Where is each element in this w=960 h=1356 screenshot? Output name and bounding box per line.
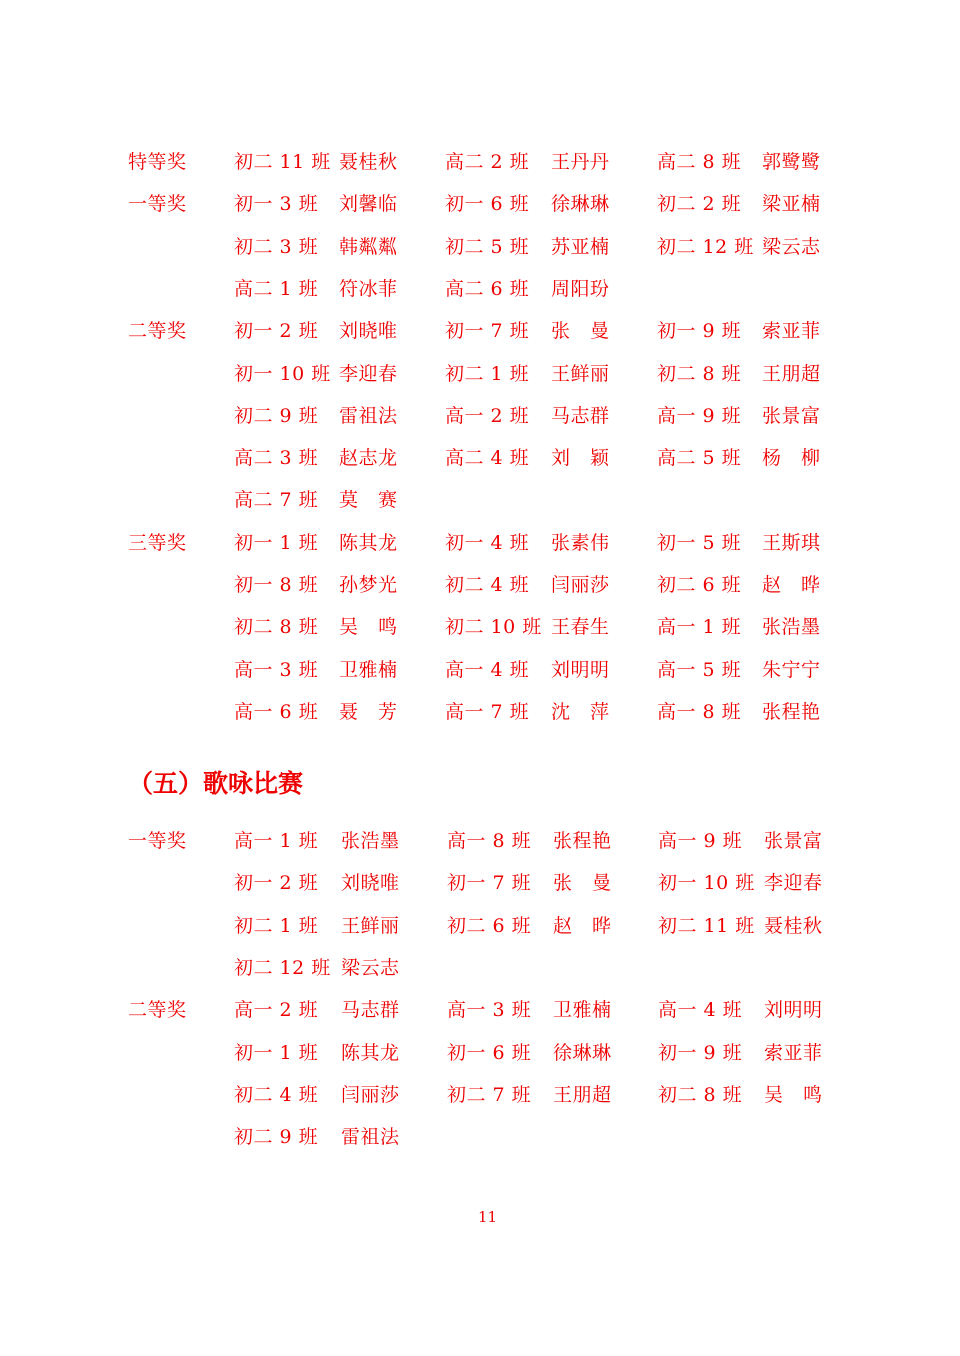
class-name: 初一 10 班 bbox=[234, 362, 331, 385]
award-row bbox=[0, 274, 960, 304]
winner-name: 符冰菲 bbox=[339, 277, 398, 300]
winner-name: 周阳玢 bbox=[551, 277, 610, 300]
winner-name: 梁亚楠 bbox=[762, 193, 821, 216]
winner-name: 张景富 bbox=[762, 404, 821, 427]
class-name: 初二 8 班 bbox=[657, 362, 742, 385]
class-name: 高一 3 班 bbox=[234, 658, 319, 681]
award-row bbox=[0, 868, 960, 898]
winner-name: 徐琳琳 bbox=[553, 1041, 612, 1064]
class-name: 初二 10 班 bbox=[445, 616, 542, 639]
class-name: 初二 6 班 bbox=[447, 914, 532, 937]
winner-name: 杨 柳 bbox=[762, 447, 821, 470]
award-row bbox=[0, 443, 960, 473]
class-name: 高一 4 班 bbox=[445, 658, 530, 681]
class-name: 高二 5 班 bbox=[657, 447, 742, 470]
winner-name: 张程艳 bbox=[762, 700, 821, 723]
class-name: 高一 8 班 bbox=[657, 700, 742, 723]
winner-name: 刘晓唯 bbox=[339, 320, 398, 343]
class-name: 高一 2 班 bbox=[445, 404, 530, 427]
class-name: 高二 3 班 bbox=[234, 447, 319, 470]
class-name: 高一 1 班 bbox=[234, 830, 319, 852]
class-name: 初一 1 班 bbox=[234, 531, 319, 554]
class-name: 初一 3 班 bbox=[234, 193, 319, 216]
winner-name: 刘晓唯 bbox=[341, 872, 400, 895]
class-name: 初二 4 班 bbox=[445, 574, 530, 596]
winner-name: 梁云志 bbox=[341, 956, 400, 979]
class-name: 高一 9 班 bbox=[658, 830, 743, 852]
award-level: 二等奖 bbox=[128, 320, 187, 343]
class-name: 高二 1 班 bbox=[234, 277, 319, 300]
award-row bbox=[0, 697, 960, 727]
award-row bbox=[0, 359, 960, 389]
class-name: 高一 6 班 bbox=[234, 700, 319, 723]
class-name: 初一 1 班 bbox=[234, 1041, 319, 1064]
winner-name: 王春生 bbox=[551, 616, 610, 639]
class-name: 初二 4 班 bbox=[234, 1083, 319, 1106]
class-name: 初一 8 班 bbox=[234, 574, 319, 596]
winner-name: 闫丽莎 bbox=[551, 574, 610, 596]
winner-name: 聂桂秋 bbox=[764, 914, 823, 937]
winner-name: 聂 芳 bbox=[339, 700, 398, 723]
award-row bbox=[0, 147, 960, 177]
winner-name: 聂桂秋 bbox=[339, 151, 398, 173]
winner-name: 张素伟 bbox=[551, 531, 610, 554]
winner-name: 刘馨临 bbox=[339, 193, 398, 216]
award-row bbox=[0, 189, 960, 219]
winner-name: 索亚菲 bbox=[762, 320, 821, 343]
class-name: 高二 2 班 bbox=[445, 151, 530, 173]
class-name: 初二 8 班 bbox=[234, 616, 319, 639]
winner-name: 陈其龙 bbox=[341, 1041, 400, 1064]
class-name: 初一 7 班 bbox=[445, 320, 530, 343]
award-row bbox=[0, 316, 960, 346]
winner-name: 沈 萍 bbox=[551, 700, 610, 723]
award-row bbox=[0, 570, 960, 600]
class-name: 高一 1 班 bbox=[657, 616, 742, 639]
winner-name: 马志群 bbox=[341, 999, 400, 1022]
winner-name: 张景富 bbox=[764, 830, 823, 852]
winner-name: 刘明明 bbox=[551, 658, 610, 681]
award-row bbox=[0, 1122, 960, 1152]
award-row bbox=[0, 655, 960, 685]
class-name: 初二 8 班 bbox=[658, 1083, 743, 1106]
winner-name: 梁云志 bbox=[762, 235, 821, 258]
winner-name: 雷祖法 bbox=[339, 404, 398, 427]
class-name: 初二 11 班 bbox=[234, 151, 331, 173]
winner-name: 王鲜丽 bbox=[551, 362, 610, 385]
winner-name: 刘明明 bbox=[764, 999, 823, 1022]
class-name: 初二 7 班 bbox=[447, 1083, 532, 1106]
class-name: 初二 12 班 bbox=[234, 956, 331, 979]
winner-name: 王鲜丽 bbox=[341, 914, 400, 937]
class-name: 初二 11 班 bbox=[658, 914, 755, 937]
winner-name: 韩粼粼 bbox=[339, 235, 398, 258]
class-name: 初二 9 班 bbox=[234, 1126, 319, 1149]
winner-name: 王丹丹 bbox=[551, 151, 610, 173]
winner-name: 张程艳 bbox=[553, 830, 612, 852]
class-name: 初一 2 班 bbox=[234, 320, 319, 343]
winner-name: 王斯琪 bbox=[762, 531, 821, 554]
class-name: 初一 6 班 bbox=[447, 1041, 532, 1064]
winner-name: 张 曼 bbox=[553, 872, 612, 895]
class-name: 初一 4 班 bbox=[445, 531, 530, 554]
winner-name: 吴 鸣 bbox=[339, 616, 398, 639]
award-level: 一等奖 bbox=[128, 830, 187, 852]
class-name: 初二 5 班 bbox=[445, 235, 530, 258]
class-name: 初二 3 班 bbox=[234, 235, 319, 258]
class-name: 初一 9 班 bbox=[657, 320, 742, 343]
award-level: 二等奖 bbox=[128, 999, 187, 1022]
class-name: 高一 3 班 bbox=[447, 999, 532, 1022]
class-name: 高一 5 班 bbox=[657, 658, 742, 681]
class-name: 初二 12 班 bbox=[657, 235, 754, 258]
winner-name: 赵 晔 bbox=[553, 914, 612, 937]
winner-name: 莫 赛 bbox=[339, 489, 398, 512]
winner-name: 卫雅楠 bbox=[339, 658, 398, 681]
winner-name: 马志群 bbox=[551, 404, 610, 427]
winner-name: 李迎春 bbox=[764, 872, 823, 895]
award-row bbox=[0, 612, 960, 642]
award-row bbox=[0, 1080, 960, 1110]
class-name: 初二 2 班 bbox=[657, 193, 742, 216]
winner-name: 张 曼 bbox=[551, 320, 610, 343]
class-name: 高一 7 班 bbox=[445, 700, 530, 723]
winner-name: 雷祖法 bbox=[341, 1126, 400, 1149]
class-name: 高一 9 班 bbox=[657, 404, 742, 427]
class-name: 初二 6 班 bbox=[657, 574, 742, 596]
winner-name: 孙梦光 bbox=[339, 574, 398, 596]
class-name: 初一 7 班 bbox=[447, 872, 532, 895]
section-title-singing-contest: （五）歌咏比赛 bbox=[128, 769, 304, 798]
class-name: 初一 2 班 bbox=[234, 872, 319, 895]
class-name: 高一 2 班 bbox=[234, 999, 319, 1022]
class-name: 高二 6 班 bbox=[445, 277, 530, 300]
class-name: 高一 8 班 bbox=[447, 830, 532, 852]
class-name: 初二 1 班 bbox=[234, 914, 319, 937]
class-name: 初二 1 班 bbox=[445, 362, 530, 385]
award-row bbox=[0, 528, 960, 558]
award-level: 三等奖 bbox=[128, 531, 187, 554]
award-row bbox=[0, 1038, 960, 1068]
award-row bbox=[0, 401, 960, 431]
award-level: 一等奖 bbox=[128, 193, 187, 216]
award-row bbox=[0, 232, 960, 262]
award-row bbox=[0, 485, 960, 515]
class-name: 高二 8 班 bbox=[657, 151, 742, 173]
winner-name: 陈其龙 bbox=[339, 531, 398, 554]
class-name: 初一 9 班 bbox=[658, 1041, 743, 1064]
winner-name: 索亚菲 bbox=[764, 1041, 823, 1064]
class-name: 高一 4 班 bbox=[658, 999, 743, 1022]
winner-name: 王朋超 bbox=[762, 362, 821, 385]
winner-name: 朱宁宁 bbox=[762, 658, 821, 681]
winner-name: 刘 颖 bbox=[551, 447, 610, 470]
winner-name: 张浩墨 bbox=[762, 616, 821, 639]
winner-name: 李迎春 bbox=[339, 362, 398, 385]
class-name: 初一 5 班 bbox=[657, 531, 742, 554]
class-name: 初一 10 班 bbox=[658, 872, 755, 895]
class-name: 初一 6 班 bbox=[445, 193, 530, 216]
class-name: 高二 4 班 bbox=[445, 447, 530, 470]
winner-name: 赵 晔 bbox=[762, 574, 821, 596]
winner-name: 郭鹭鹭 bbox=[762, 151, 821, 173]
winner-name: 赵志龙 bbox=[339, 447, 398, 470]
winner-name: 闫丽莎 bbox=[341, 1083, 400, 1106]
winner-name: 吴 鸣 bbox=[764, 1083, 823, 1106]
winner-name: 王朋超 bbox=[553, 1083, 612, 1106]
award-level: 特等奖 bbox=[128, 151, 187, 173]
award-row bbox=[0, 911, 960, 941]
award-row bbox=[0, 953, 960, 983]
class-name: 初二 9 班 bbox=[234, 404, 319, 427]
winner-name: 张浩墨 bbox=[341, 830, 400, 852]
award-row bbox=[0, 995, 960, 1025]
winner-name: 卫雅楠 bbox=[553, 999, 612, 1022]
award-row bbox=[0, 826, 960, 856]
class-name: 高二 7 班 bbox=[234, 489, 319, 512]
winner-name: 苏亚楠 bbox=[551, 235, 610, 258]
page-number: 11 bbox=[477, 1208, 498, 1226]
winner-name: 徐琳琳 bbox=[551, 193, 610, 216]
